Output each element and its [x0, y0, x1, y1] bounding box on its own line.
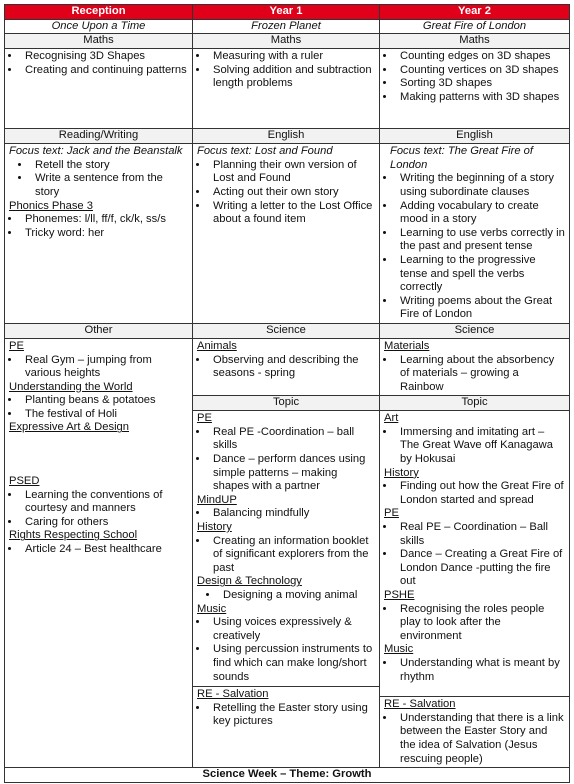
- list-item: • Learning to use verbs correctly in the past and present tense: [396, 227, 565, 254]
- list-item: • Planting beans & potatoes: [21, 394, 188, 408]
- science-year2-heading: Materials: [384, 339, 430, 352]
- list-item: • Retell the story: [31, 159, 188, 173]
- subject-reading-writing: Reading/Writing: [5, 129, 193, 144]
- history-heading: History: [384, 466, 419, 479]
- subject-science-year2: Science: [380, 323, 570, 338]
- subject-science-year1: Science: [193, 323, 380, 338]
- year-header-row: [5, 5, 570, 20]
- re-year1-list: [197, 702, 375, 729]
- maths-year2: [380, 49, 570, 129]
- literacy-content-row: [5, 144, 570, 324]
- list-item: • Creating and continuing patterns: [21, 64, 188, 78]
- pe-list: [9, 354, 188, 381]
- literacy-year2: [380, 144, 570, 324]
- pe-heading: PE: [197, 412, 212, 425]
- ead-heading: Expressive Art & Design: [9, 421, 130, 434]
- list-item: • Article 24 – Best healthcare: [21, 543, 188, 557]
- topic-reception: Once Upon a Time: [5, 19, 193, 34]
- phonics-list: [9, 213, 188, 240]
- literacy-year2-list: [384, 172, 565, 322]
- music-heading: Music: [384, 643, 414, 656]
- maths-year1-list: [197, 50, 375, 91]
- list-item: • Designing a moving animal: [219, 589, 375, 603]
- list-item: • Tricky word: her: [21, 227, 188, 241]
- pe-list: [384, 521, 565, 589]
- history-heading: History: [197, 521, 232, 534]
- header-year1: Year 1: [193, 5, 380, 20]
- list-item: • Balancing mindfully: [209, 507, 375, 521]
- spacer: [9, 435, 188, 475]
- phonics-heading: Phonics Phase 3: [9, 199, 93, 212]
- list-item: • Writing the beginning of a story using subordinate clauses: [396, 172, 565, 199]
- dt-list: [197, 589, 375, 603]
- subject-english-year2: English: [380, 129, 570, 144]
- re-year2: [380, 697, 570, 768]
- list-item: • Recognising the roles people play to look after the environment: [396, 603, 565, 644]
- music-heading: Music: [197, 602, 227, 615]
- maths-subject-row: [5, 34, 570, 49]
- subject-other: Other: [5, 323, 193, 338]
- other-reception: [5, 338, 193, 767]
- topic-year2: [380, 411, 570, 697]
- list-item: • Measuring with a ruler: [209, 50, 375, 64]
- psed-list: [9, 489, 188, 530]
- list-item: • Caring for others: [21, 516, 188, 530]
- list-item: • Understanding what is meant by rhythm: [396, 657, 565, 684]
- header-reception: Reception: [5, 5, 193, 20]
- list-item: • Real PE -Coordination – ball skills: [209, 426, 375, 453]
- list-item: • Observing and describing the seasons - spring: [209, 354, 375, 381]
- pshe-heading: PSHE: [384, 589, 415, 601]
- rrs-heading: Rights Respecting School: [9, 529, 138, 542]
- literacy-subject-row: [5, 129, 570, 144]
- header-year2: Year 2: [380, 5, 570, 20]
- dt-heading: Design & Technology: [197, 575, 302, 588]
- list-item: • Creating an information booklet of significant explorers from the past: [209, 535, 375, 576]
- pe-list: [197, 426, 375, 494]
- list-item: • Recognising 3D Shapes: [21, 50, 188, 64]
- re-year2-list: [384, 712, 565, 766]
- list-item: • Learning to the progressive tense and spell the verbs correctly: [396, 254, 565, 295]
- focus-text: Focus text: Lost and Found: [197, 145, 333, 158]
- science-content-row: [5, 338, 570, 395]
- list-item: • Understanding that there is a link between the Easter Story and the idea of Salvation (Jesus rescuing people): [396, 712, 565, 766]
- focus-text: Focus text: The Great Fire of London: [390, 145, 534, 171]
- list-item: • The festival of Holi: [21, 408, 188, 422]
- topic-year2: Great Fire of London: [380, 19, 570, 34]
- literacy-reception: [5, 144, 193, 324]
- maths-content-row: [5, 49, 570, 129]
- literacy-reception-list: [9, 159, 188, 200]
- list-item: • Real Gym – jumping from various heights: [21, 354, 188, 381]
- science-year1-list: [197, 354, 375, 381]
- mindup-heading: MindUP: [197, 493, 237, 506]
- re-year1-heading: RE - Salvation: [197, 688, 269, 701]
- other-subject-row: [5, 323, 570, 338]
- music-list: [384, 657, 565, 684]
- science-year1: [193, 338, 380, 395]
- literacy-year1-list: [197, 159, 375, 227]
- maths-reception-list: [9, 50, 188, 77]
- focus-text: Focus text: Jack and the Beanstalk: [9, 145, 183, 158]
- list-item: • Learning the conventions of courtesy and manners: [21, 489, 188, 516]
- science-year1-heading: Animals: [197, 339, 237, 352]
- pe-heading: PE: [9, 339, 24, 352]
- literacy-year1: [193, 144, 380, 324]
- science-year2-list: [384, 354, 565, 395]
- list-item: • Counting edges on 3D shapes: [396, 50, 565, 64]
- topic-year1: [193, 411, 380, 687]
- list-item: • Finding out how the Great Fire of London started and spread: [396, 480, 565, 507]
- list-item: • Using voices expressively & creatively: [209, 616, 375, 643]
- re-year2-heading: RE - Salvation: [384, 698, 456, 711]
- list-item: • Immersing and imitating art – The Great Wave off Kanagawa by Hokusai: [396, 426, 565, 467]
- pshe-list: [384, 603, 565, 644]
- subject-topic-year2: Topic: [380, 396, 570, 411]
- maths-reception: [5, 49, 193, 129]
- subject-topic-year1: Topic: [193, 396, 380, 411]
- subject-maths-year1: Maths: [193, 34, 380, 49]
- rrs-list: [9, 543, 188, 557]
- curriculum-table: [4, 4, 570, 783]
- art-list: [384, 426, 565, 467]
- list-item: • Counting vertices on 3D shapes: [396, 64, 565, 78]
- list-item: • Solving addition and subtraction length problems: [209, 64, 375, 91]
- list-item: • Planning their own version of Lost and Found: [209, 159, 375, 186]
- music-list: [197, 616, 375, 684]
- list-item: • Sorting 3D shapes: [396, 77, 565, 91]
- utw-heading: Understanding the World: [9, 380, 133, 393]
- re-year1: [193, 687, 380, 768]
- footer-science-week: Science Week – Theme: Growth: [5, 768, 570, 783]
- science-year2: [380, 338, 570, 395]
- list-item: • Using percussion instruments to find which can make long/short sounds: [209, 643, 375, 684]
- mindup-list: [197, 507, 375, 521]
- subject-maths-year2: Maths: [380, 34, 570, 49]
- list-item: • Phonemes: l/ll, ff/f, ck/k, ss/s: [21, 213, 188, 227]
- art-heading: Art: [384, 412, 399, 425]
- list-item: • Writing a letter to the Lost Office about a found item: [209, 200, 375, 227]
- list-item: • Dance – perform dances using simple patterns – making shapes with a partner: [209, 453, 375, 494]
- pe-heading: PE: [384, 507, 399, 520]
- list-item: • Write a sentence from the story: [31, 172, 188, 199]
- list-item: • Making patterns with 3D shapes: [396, 91, 565, 105]
- topic-year1: Frozen Planet: [193, 19, 380, 34]
- list-item: • Adding vocabulary to create mood in a story: [396, 200, 565, 227]
- list-item: • Learning about the absorbency of materials – growing a Rainbow: [396, 354, 565, 395]
- topic-row: [5, 19, 570, 34]
- history-list: [384, 480, 565, 507]
- maths-year1: [193, 49, 380, 129]
- psed-heading: PSED: [9, 475, 40, 488]
- list-item: • Retelling the Easter story using key pictures: [209, 702, 375, 729]
- footer-row: [5, 768, 570, 783]
- list-item: • Writing poems about the Great Fire of London: [396, 295, 565, 322]
- list-item: • Dance – Creating a Great Fire of London Dance -putting the fire out: [396, 548, 565, 589]
- maths-year2-list: [384, 50, 565, 104]
- subject-maths-reception: Maths: [5, 34, 193, 49]
- history-list: [197, 535, 375, 576]
- list-item: • Real PE – Coordination – Ball skills: [396, 521, 565, 548]
- subject-english-year1: English: [193, 129, 380, 144]
- list-item: • Acting out their own story: [209, 186, 375, 200]
- utw-list: [9, 394, 188, 421]
